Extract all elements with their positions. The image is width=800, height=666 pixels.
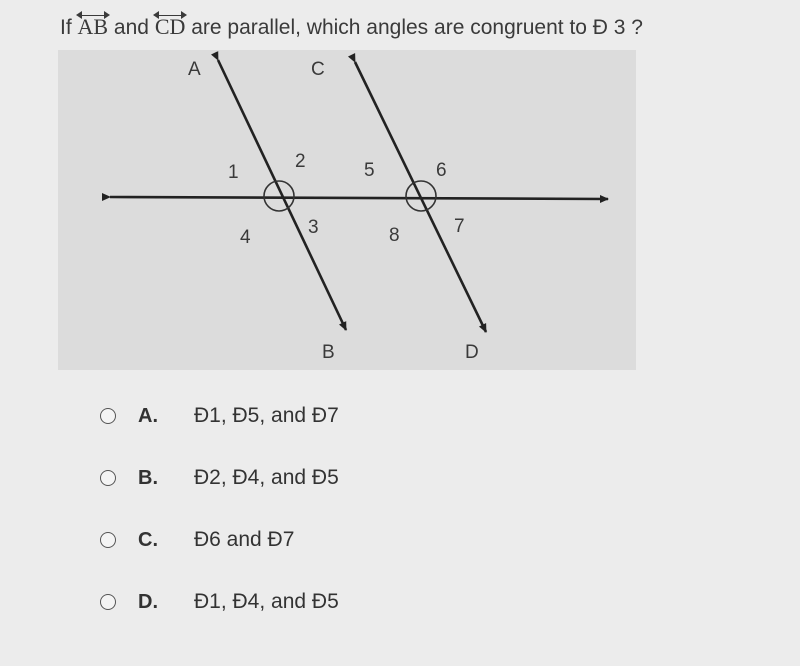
angle-label-5: 5 xyxy=(364,160,375,181)
line-ab xyxy=(218,60,346,330)
option-a-letter: A. xyxy=(138,404,158,427)
angle-label-4: 4 xyxy=(240,227,251,248)
option-d-letter: D. xyxy=(138,590,158,613)
option-c-text: Ð6 and Ð7 xyxy=(194,528,295,551)
point-label-a: A xyxy=(188,59,201,80)
point-label-c: C xyxy=(311,59,325,80)
point-label-d: D xyxy=(465,342,479,363)
diagram-svg xyxy=(58,50,636,370)
angle-label-2: 2 xyxy=(295,151,306,172)
angle-label-6: 6 xyxy=(436,160,447,181)
question-suffix: are parallel, which angles are congruent to Ð 3 ? xyxy=(191,16,643,39)
angle-label-7: 7 xyxy=(454,216,465,237)
transversal-line xyxy=(110,197,608,199)
radio-option-a[interactable] xyxy=(100,408,116,424)
point-label-b: B xyxy=(322,342,335,363)
option-b[interactable] xyxy=(100,460,500,496)
parallel-lines-diagram xyxy=(58,50,636,370)
radio-option-b[interactable] xyxy=(100,470,116,486)
option-b-letter: B. xyxy=(138,466,158,489)
option-d[interactable] xyxy=(100,584,500,620)
angle-label-8: 8 xyxy=(389,225,400,246)
option-a[interactable] xyxy=(100,398,500,434)
radio-option-c[interactable] xyxy=(100,532,116,548)
radio-option-d[interactable] xyxy=(100,594,116,610)
angle-label-1: 1 xyxy=(228,162,239,183)
question-prefix: If xyxy=(60,16,72,39)
angle-label-3: 3 xyxy=(308,217,319,238)
option-a-text: Ð1, Ð5, and Ð7 xyxy=(194,404,339,427)
option-b-text: Ð2, Ð4, and Ð5 xyxy=(194,466,339,489)
segment-ab-label: AB xyxy=(78,14,109,40)
option-c-letter: C. xyxy=(138,528,158,551)
intersection-circle-ab xyxy=(264,181,294,211)
question-text xyxy=(60,14,790,40)
option-c[interactable] xyxy=(100,522,500,558)
question-connector: and xyxy=(113,16,149,39)
segment-cd-label: CD xyxy=(155,14,186,40)
option-d-text: Ð1, Ð4, and Ð5 xyxy=(194,590,339,613)
